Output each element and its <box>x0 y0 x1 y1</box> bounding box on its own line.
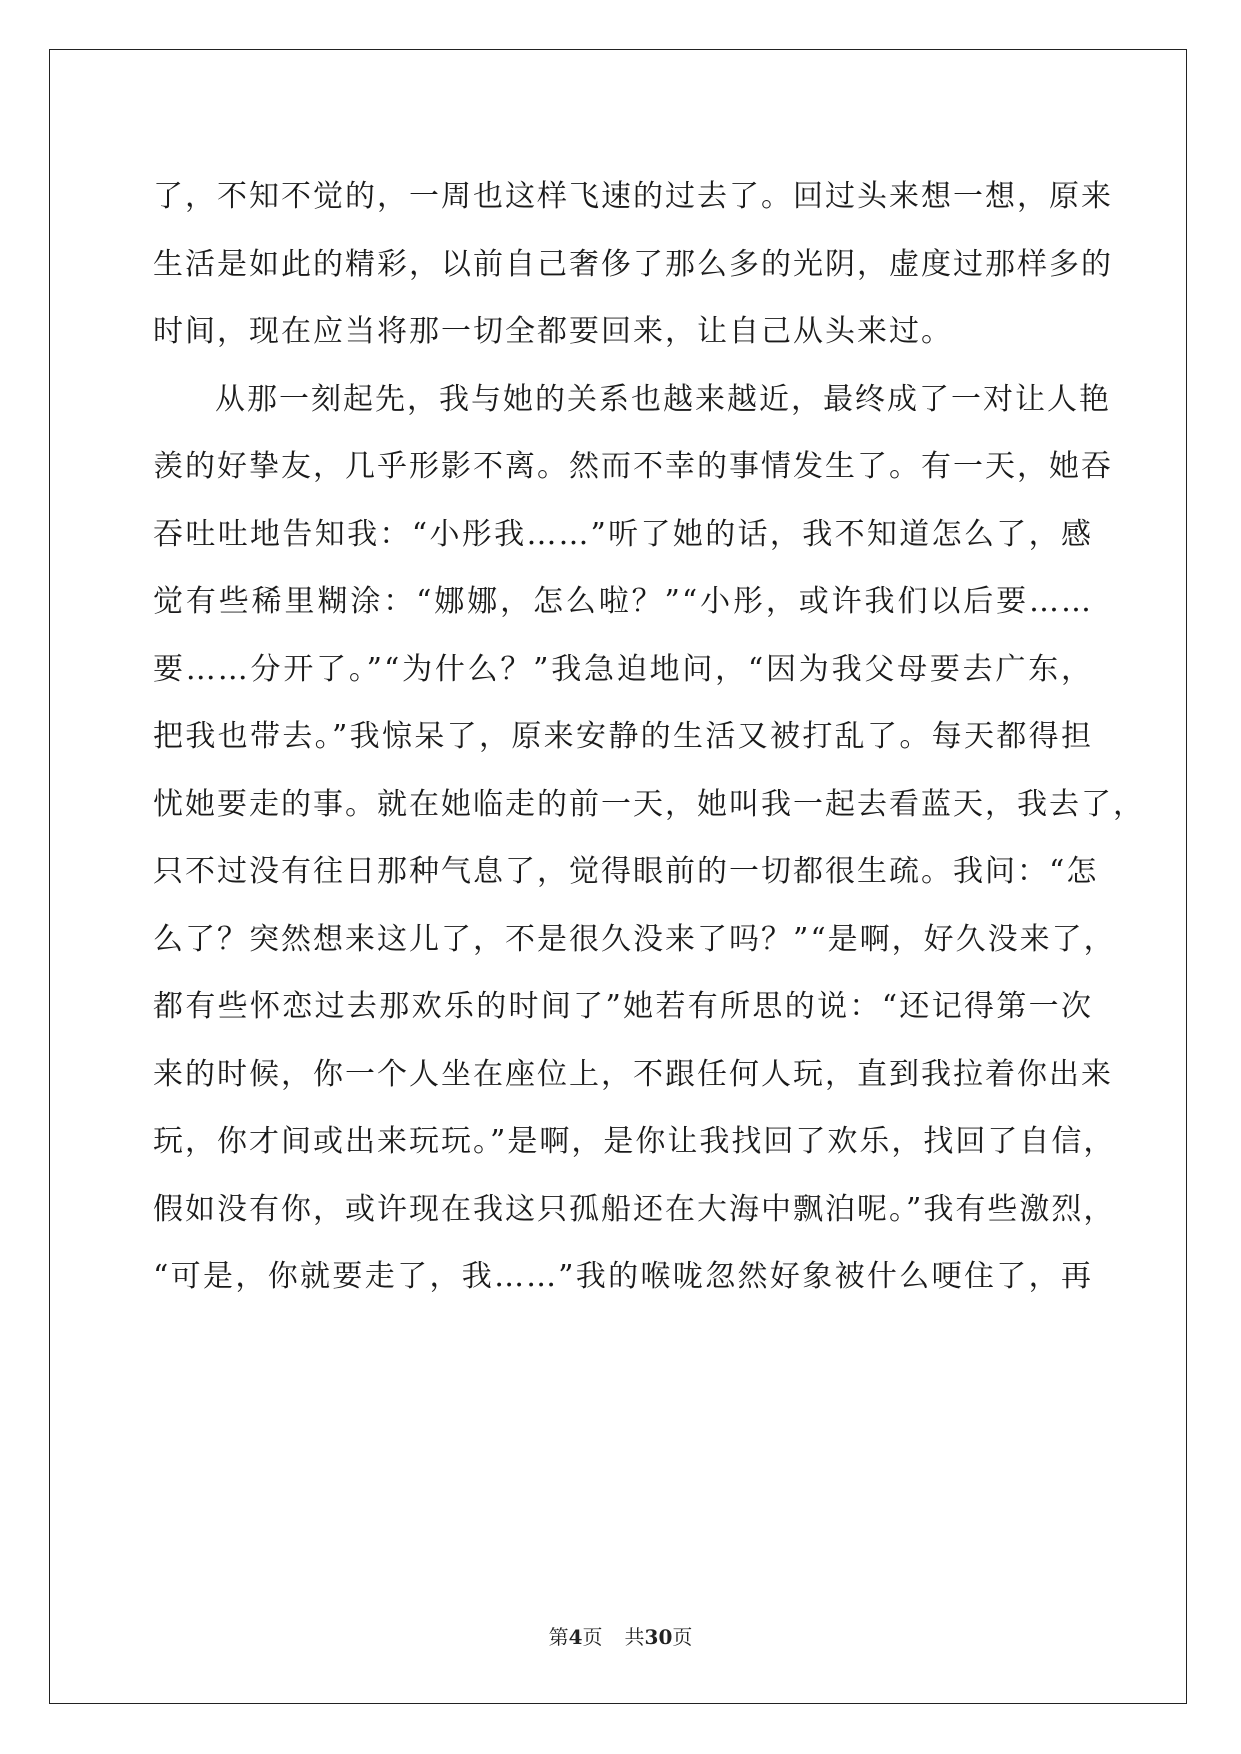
page-footer <box>0 1621 1241 1650</box>
text-line: 羡的好挚友，几乎形影不离。然而不幸的事情发生了。有一天，她吞 <box>153 449 1113 484</box>
text-line: “可是，你就要走了，我……”我的喉咙忽然好象被什么哽住了，再 <box>153 1259 1093 1294</box>
text-line: 忧她要走的事。就在她临走的前一天，她叫我一起去看蓝天，我去了， <box>153 786 1145 822</box>
total-suffix: 页 <box>672 1625 693 1649</box>
text-line: 生活是如此的精彩，以前自己奢侈了那么多的光阴，虚度过那样多的 <box>153 246 1113 282</box>
text-line: 吞吐吐地告知我：“小彤我……”听了她的话，我不知道怎么了，感 <box>153 516 1093 552</box>
page-number: 4 <box>568 1625 583 1649</box>
text-line: 觉有些稀里糊涂：“娜娜，怎么啦？”“小彤，或许我们以后要…… <box>153 584 1093 619</box>
page-suffix: 页 <box>582 1625 603 1649</box>
text-line: 么了？突然想来这儿了，不是很久没来了吗？”“是啊，好久没来了， <box>153 921 1116 957</box>
text-line: 假如没有你，或许现在我这只孤船还在大海中飘泊呢。”我有些激烈， <box>153 1191 1116 1227</box>
text-line: 时间，现在应当将那一切全都要回来，让自己从头来过。 <box>153 314 953 349</box>
page-prefix: 第 <box>548 1625 569 1649</box>
document-body <box>153 163 1145 1311</box>
total-prefix: 共 <box>624 1625 645 1649</box>
text-line: 来的时候，你一个人坐在座位上，不跟任何人玩，直到我拉着你出来 <box>153 1056 1113 1092</box>
text-line: 玩，你才间或出来玩玩。”是啊，是你让我找回了欢乐，找回了自信， <box>153 1124 1116 1159</box>
text-line: 把我也带去。”我惊呆了，原来安静的生活又被打乱了。每天都得担 <box>153 719 1093 754</box>
text-line: 要……分开了。”“为什么？”我急迫地问，“因为我父母要去广东， <box>153 651 1093 687</box>
text-line: 都有些怀恋过去那欢乐的时间了”她若有所思的说：“还记得第一次 <box>153 989 1093 1024</box>
total-pages: 30 <box>644 1625 673 1649</box>
text-line: 了，不知不觉的，一周也这样飞速的过去了。回过头来想一想，原来 <box>153 179 1113 214</box>
text-line: 只不过没有往日那种气息了，觉得眼前的一切都很生疏。我问：“怎 <box>153 854 1099 889</box>
text-line: 从那一刻起先，我与她的关系也越来越近，最终成了一对让人艳 <box>215 381 1111 417</box>
